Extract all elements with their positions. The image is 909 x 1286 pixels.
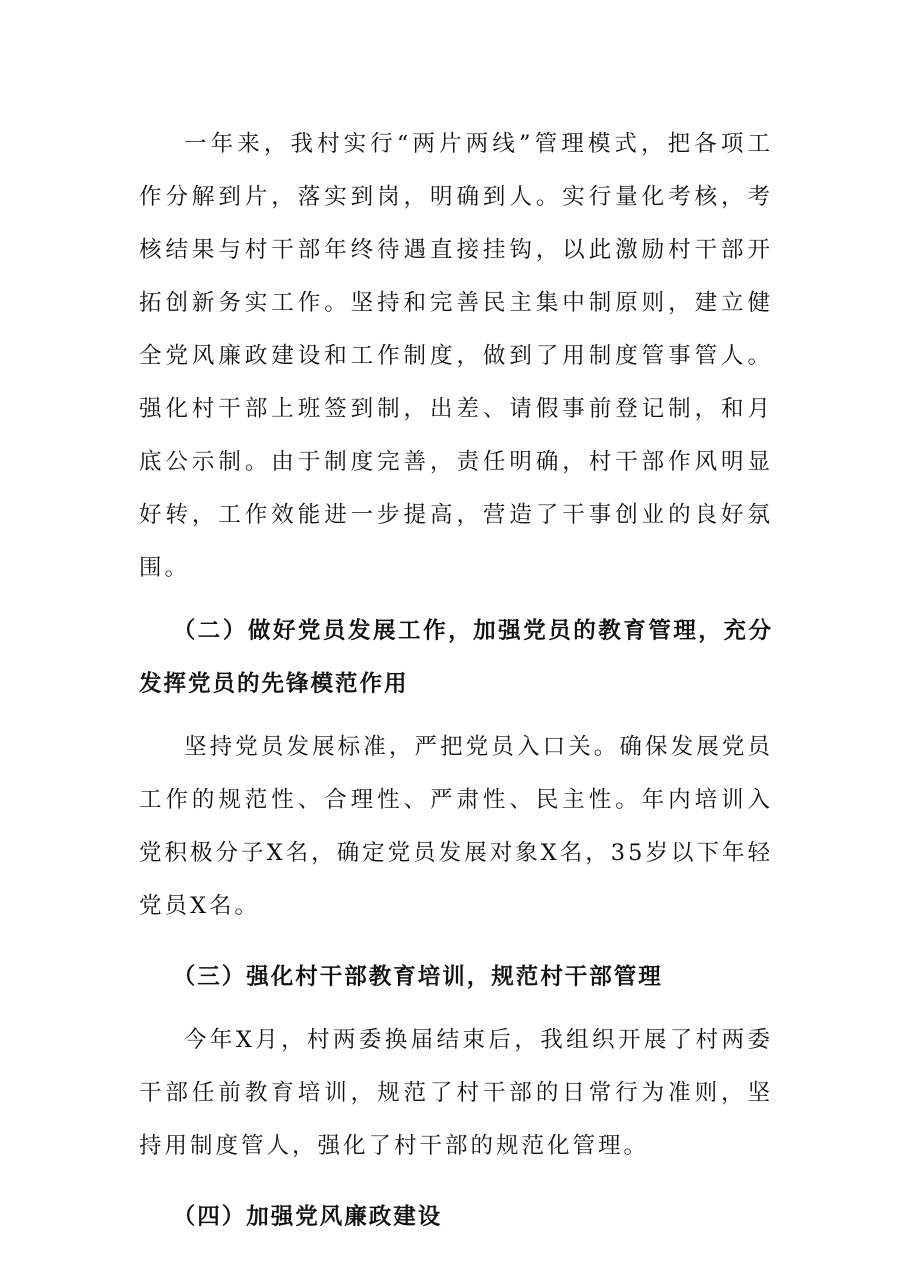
section-heading-2: （二）做好党员发展工作，加强党员的教育管理，充分发挥党员的先锋模范作用 [139,618,773,697]
spacer [139,1173,773,1191]
section-heading-3: （三）强化村干部教育培训，规范村干部管理 [172,964,663,990]
body-paragraph-3: 今年X月，村两委换届结束后，我组织开展了村两委干部任前教育培训，规范了村干部的日常行为准则，坚持用制度管人，强化了村干部的规范化管理。 [139,1027,773,1159]
body-paragraph-2: 坚持党员发展标准，严把党员入口关。确保发展党员工作的规范性、合理性、严肃性、民主性。年内培训入党积极分子X名，确定党员发展对象X名，35岁以下年轻党员X名。 [139,734,773,919]
spacer [139,933,773,951]
document-page [139,118,773,1244]
body-paragraph-1: 一年来，我村实行“两片两线”管理模式，把各项工作分解到片，落实到岗，明确到人。实行量化考核，考核结果与村干部年终待遇直接挂钩，以此激励村干部开拓创新务实工作。坚持和完善民主集中制原则，建立健全党风廉政建设和工作制度，做到了用制度管事管人。强化村干部上班签到制，出差、请假事前登记制，和月底公示制。由于制度完善，责任明确，村干部作风明显好转，工作效能进一步提高，营造了干事创业的良好氛围。 [139,131,773,581]
section-heading-4: （四）加强党风廉政建设 [172,1204,443,1230]
spacer [139,711,773,721]
spacer [139,595,773,605]
spacer [139,1004,773,1014]
